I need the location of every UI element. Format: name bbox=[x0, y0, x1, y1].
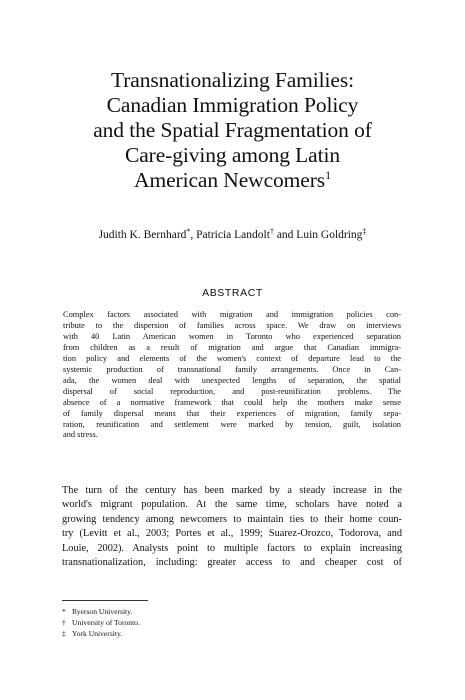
abstract-text bbox=[63, 310, 401, 441]
footnote-text: University of Toronto. bbox=[72, 618, 140, 628]
footnote-item bbox=[62, 628, 402, 639]
author-separator-2: and bbox=[273, 229, 297, 241]
abstract-heading: ABSTRACT bbox=[202, 287, 263, 299]
abstract-line: and stress. bbox=[63, 430, 98, 440]
title-line-2: Canadian Immigration Policy bbox=[106, 93, 359, 117]
author-2-name: Patricia Landolt bbox=[196, 229, 270, 241]
body-line: The turn of the century has been marked by a steady increase in the bbox=[62, 485, 402, 496]
body-paragraph bbox=[62, 484, 402, 570]
author-1-name: Judith K. Bernhard bbox=[98, 229, 187, 241]
footnote-text: Ryerson University. bbox=[72, 607, 133, 616]
author-separator-1: , bbox=[190, 229, 197, 241]
body-line: transnationalization, including: greater access to and cheaper cost of bbox=[62, 557, 402, 569]
author-1-mark: * bbox=[186, 227, 191, 236]
body-line: Louie, 2002). Analysts point to multiple factors to explain increasing bbox=[62, 542, 402, 554]
title-footnote-mark[interactable]: 1 bbox=[325, 168, 331, 182]
body-line: world's migrant population. At the same time, scholars have noted a bbox=[62, 499, 402, 511]
abstract-line: with 40 Latin American women in Toronto who experienced separation bbox=[63, 331, 401, 341]
author-3-mark: ‡ bbox=[362, 227, 367, 236]
body-line: try (Levitt et al., 2003; Portes et al., 1999; Suarez-Orozco, Todorova, and bbox=[62, 528, 402, 540]
abstract-line: tribute to the dispersion of families across space. We draw on interviews bbox=[63, 320, 401, 330]
footnote-mark: ‡ bbox=[62, 629, 66, 639]
footnote-divider bbox=[62, 600, 148, 601]
abstract-line: tion policy and elements of the women's context of departure lead to the bbox=[63, 353, 401, 363]
title-line-5-text: American Newcomers bbox=[134, 168, 326, 192]
footnotes bbox=[62, 606, 402, 640]
abstract-line: absence of a normative framework that could help the mothers make sense bbox=[63, 397, 401, 407]
abstract-line: of family dispersal means that their experiences of migration, family sepa- bbox=[63, 408, 401, 418]
footnote-text: York University. bbox=[72, 629, 123, 639]
title-line-3: and the Spatial Fragmentation of bbox=[93, 118, 372, 142]
footnote-item bbox=[62, 606, 402, 617]
author-3-name: Luin Goldring bbox=[296, 229, 363, 241]
title-line-1: Transnationalizing Families: bbox=[110, 68, 355, 92]
article-title bbox=[40, 68, 425, 193]
abstract-line: dispersal of social reproduction, and post-reunification problems. The bbox=[63, 386, 401, 396]
title-line-4: Care-giving among Latin bbox=[124, 143, 341, 167]
author-list bbox=[40, 228, 425, 242]
abstract-line: systemic production of transnational family arrangements. Once in Can- bbox=[63, 364, 401, 374]
abstract-line: from children as a result of migration and argue that Canadian immigra- bbox=[63, 342, 401, 352]
footnote-mark: † bbox=[62, 618, 66, 628]
footnote-item bbox=[62, 617, 402, 628]
footnote-mark: * bbox=[62, 607, 66, 616]
body-line: growing tendency among newcomers to maintain ties to their home coun- bbox=[62, 513, 402, 525]
abstract-line: ration, reunification and settlement were marked by tension, guilt, isolation bbox=[63, 419, 401, 429]
author-2-mark: † bbox=[269, 227, 274, 236]
abstract-line: ada, the women deal with unexpected lengths of separation, the spatial bbox=[63, 375, 401, 385]
abstract-line: Complex factors associated with migration and immigration policies con- bbox=[63, 310, 401, 319]
title-line-5 bbox=[40, 168, 425, 193]
